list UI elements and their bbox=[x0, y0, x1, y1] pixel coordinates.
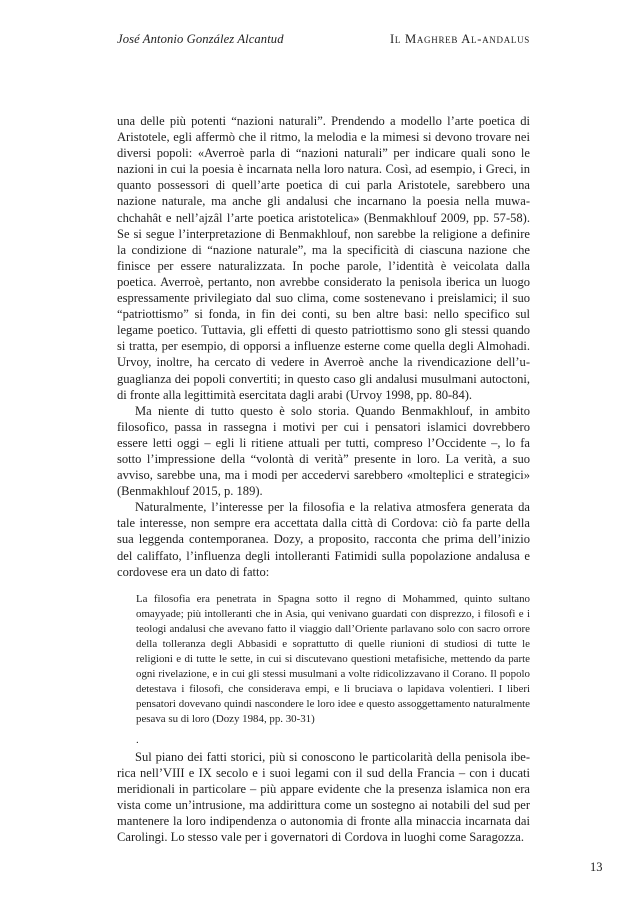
page-number: 13 bbox=[590, 860, 603, 874]
body-paragraph: Naturalmente, l’interesse per la filosofia e la relativa atmosfera generata da tale interesse, non sempre era accettata dalla città di Cordova: ciò fa parte della sua leggenda contemporanea. Dozy, a proposito, racconta che prima dell’inizio del califfato, l’influenza degli intolleranti Fatimidi sulla popolazione andalusa e cordovese era un dato di fatto: bbox=[117, 500, 530, 579]
body-paragraph: Sul piano dei fatti storici, più si conoscono le particolarità della penisola iberica nell’VIII e IX secolo e i suoi legami con il sud della Francia – con i ducati meridionali in particolare – più appare evidente che la presenza islamica non era vista come un’intrusione, ma addirittura come un sostegno ai notabili del sud per mantenere la loro indipendenza o autonomia di fronte alla minaccia incarnata dai Carolingi. Lo stesso vale per i governatori di Cordova in luoghi come Saragozza. bbox=[117, 749, 530, 845]
block-quote-text: La filosofia era penetrata in Spagna sotto il regno di Mohammed, quinto sultano omayyade; più intolleranti che in Asia, qui venivano guardati con disprezzo, i filosofi e i teologi andalusi che avevano fatto il viaggio dall’Oriente parlavano solo con sacro orrore della tolleranza degli Abbasidi e soprattutto di quelle riunioni di studiosi di tutte le religioni e di tutte le sette, in cui si discutevano questioni metafisiche, mettendo da parte ogni rivelazione, e in cui gli stessi musulmani a volte ridicolizzavano il Corano. Il popolo detestava i filosofi, che considerava empi, e li bruciava o lapidava volentieri. I liberi pensatori dovevano quindi nascondere le loro idee e questo assoggettamento naturalmente pesava su di loro (Dozy 1984, pp. 30-31) bbox=[136, 592, 530, 726]
body-paragraph: Ma niente di tutto questo è solo storia. Quando Benmakhlouf, in ambito filosofico, passa in rassegna i motivi per cui i pensatori islamici dovrebbero essere letti oggi – egli li ritiene attuali per tutti, compreso l’Occidente –, lo fa sotto l’impressione della “volontà di verità” presente in loro. La verità, a suo avviso, sarebbe una, ma i modi per accedervi sarebbero «molteplici e strategici» (Benmakhlouf 2015, p. 189). bbox=[117, 403, 530, 499]
running-head-title: Il Maghreb Al-andalus bbox=[390, 32, 530, 46]
body-paragraph: una delle più potenti “nazioni naturali”. Prendendo a modello l’arte poetica di Aristotele, egli affermò che il ritmo, la melodia e la mimesi si devono trovare nei diversi popoli: «Averroè parla di “nazioni naturali” per indicare quali sono le nazioni in cui la poesia è incarnata nella loro natura. Così, ad esempio, i Greci, in quanto possessori di quell’arte poetica di cui parla Aristotele, sarebbero una nazione naturale, ma anche gli andalusi che incarnano la poesia nella muwachchahât e nell’ajzâl l’arte poetica aristotelica» (Benmakhlouf 2009, pp. 57-58). Se si segue l’interpretazione di Benmakhlouf, non sarebbe la religione a definire la condizione di “nazione naturale”, ma la specificità di ciascuna nazione che finisce per essere naturalizzata. In poche parole, l’identità è veicolata dalla poetica. Averroè, pertanto, non avrebbe considerato la penisola iberica un luogo espressamente privilegiato dal suo clima, come sostenevano i preislamici; il suo “patriottismo” si fonda, in fin dei conti, su ben altre basi: nello specifico sul legame poetico. Tuttavia, gli effetti di questo patriottismo sono gli stessi quando si tratta, per esempio, di opporsi a influenze esterne come quella degli Almohadi. Urvoy, inoltre, ha cercato di vedere in Averroè anche la rivendicazione dell’uguaglianza dei popoli convertiti; in questo caso gli andalusi musulmani autoctoni, di fronte alla legittimità esercitata dagli arabi (Urvoy 1998, pp. 80-84). bbox=[117, 114, 530, 402]
body-text bbox=[117, 113, 530, 845]
running-head-author: José Antonio González Alcantud bbox=[117, 32, 284, 46]
block-quote-trailing-mark: . bbox=[136, 733, 139, 746]
block-quote bbox=[136, 592, 530, 747]
